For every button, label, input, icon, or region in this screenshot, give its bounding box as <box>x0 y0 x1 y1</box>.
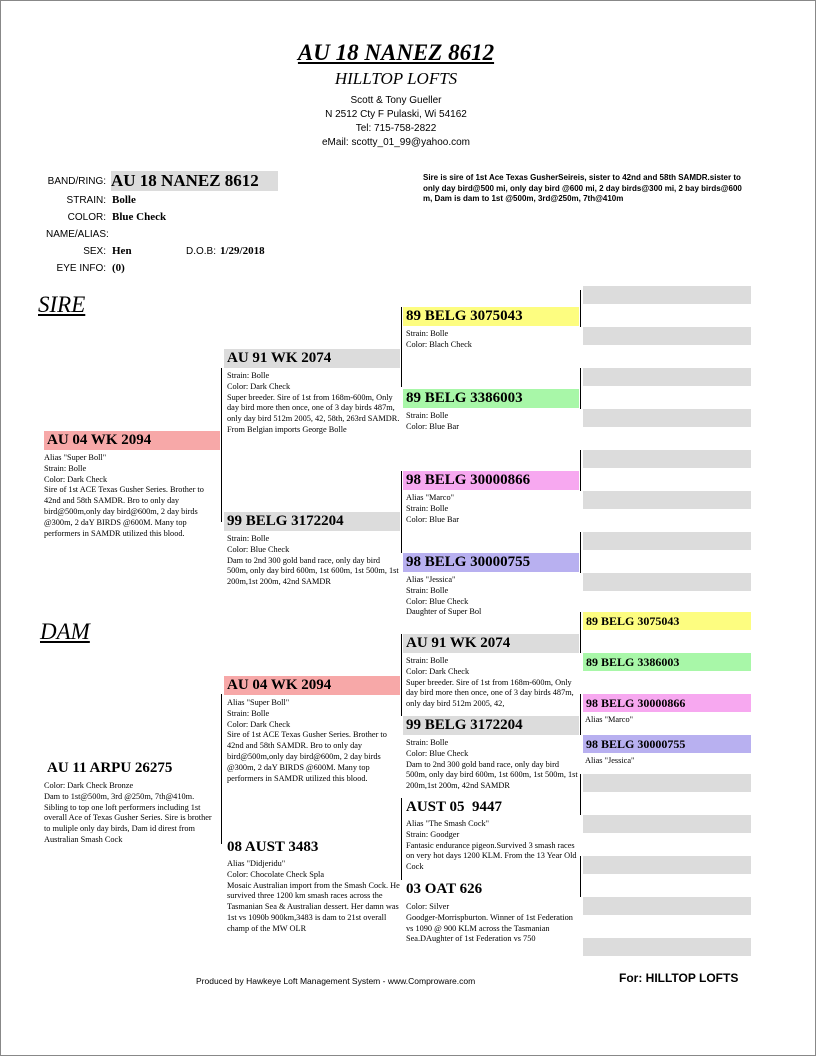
sss-band: 89 BELG 3075043 <box>403 307 579 326</box>
sds-band: 98 BELG 30000866 <box>403 471 579 490</box>
dam-heading: DAM <box>40 619 90 644</box>
connector <box>580 368 581 409</box>
ssd-details: Strain: Bolle Color: Blue Bar <box>406 411 460 431</box>
owner-phone: Tel: 715-758-2822 <box>355 123 437 134</box>
dds-details: Alias "The Smash Cock" Strain: Goodger Fantasic endurance pigeon.Survived 3 smash races on very hot days 1200 KLM. From the 13 Year Old Cock <box>406 819 577 872</box>
gen5-slot <box>583 938 751 956</box>
sire-band: AU 04 WK 2094 <box>44 431 220 450</box>
gen5-slot <box>583 491 751 509</box>
band-label: BAND/RING: <box>47 176 106 187</box>
color-label: COLOR: <box>67 212 106 223</box>
strain-label: STRAIN: <box>66 195 106 206</box>
dsd-details: Strain: Bolle Color: Blue Check Dam to 2nd 300 gold band race, only day bird 500m, only day bird 600m, 1st 600m, 1st 500m, 1st 200m,1st 200m, 42nd SAMDR <box>406 738 578 791</box>
connector <box>221 368 222 522</box>
ddd-band: 03 OAT 626 <box>406 881 483 897</box>
owner-name: Scott & Tony Gueller <box>350 95 442 106</box>
gen5-slot <box>583 897 751 915</box>
gen5-box: 98 BELG 30000866 <box>583 694 751 712</box>
gen5-box: 98 BELG 30000755 <box>583 735 751 753</box>
dam-sire-details: Alias "Super Boll" Strain: Bolle Color: Dark Check Sire of 1st ACE Texas Gusher Series. Brother to 42nd and 58th SAMDR. Bro to only day bird@500m,only day bird@600m, 2 day birds @300m, 2 daY BIRDS @600M. Many top performers in SAMDR utilized this blood. <box>227 698 387 783</box>
sire-dam-band: 99 BELG 3172204 <box>224 512 400 531</box>
dam-dam-details: Alias "Didjeridu" Color: Chocolate Check Spla Mosaic Australian import from the Smash Cock. He survived three 1200 km smash races across the Tasmanian Sea & Australian dessert. Her damn was 1st vs 1090b 900km,3483 is dam to 21st overall champ of the MW OLR <box>227 859 400 933</box>
connector <box>580 450 581 491</box>
gen5-slot <box>583 532 751 550</box>
connector <box>580 856 581 897</box>
connector <box>580 612 581 653</box>
footer-for: For: HILLTOP LOFTS <box>619 971 739 985</box>
sire-heading: SIRE <box>38 292 86 317</box>
connector <box>580 532 581 573</box>
dam-sire-band: AU 04 WK 2094 <box>224 676 400 695</box>
strain-value: Bolle <box>112 194 136 206</box>
connector <box>580 694 581 735</box>
dss-details: Strain: Bolle Color: Dark Check Super breeder. Sire of 1st from 168m-600m, Only day bird more then once, one of 3 day birds 487m, only day bird 512m 2005, 42, <box>406 656 574 709</box>
gen5-box: 89 BELG 3075043 <box>583 612 751 630</box>
owner-email: eMail: scotty_01_99@yahoo.com <box>321 137 470 148</box>
sex-label: SEX: <box>83 246 106 257</box>
sire-sire-details: Strain: Bolle Color: Dark Check Super breeder. Sire of 1st from 168m-600m, Only day bird more then once, one of 3 day birds 487m, only day bird 512m 2005, 42, 58th, 263rd SAMDR. From Belgian imports George Bolle <box>227 371 400 434</box>
dss-band: AU 91 WK 2074 <box>403 634 579 653</box>
sds-details: Alias "Marco" Strain: Bolle Color: Blue Bar <box>406 493 460 524</box>
page-title: AU 18 NANEZ 8612 <box>297 40 495 65</box>
owner-address: N 2512 Cty F Pulaski, Wi 54162 <box>325 109 467 120</box>
sire-details: Alias "Super Boll" Strain: Bolle Color: Dark Check Sire of 1st ACE Texas Gusher Series. Brother to 42nd and 58th SAMDR. Bro to only day bird@500m,only day bird@600m, 2 day birds @300m, 2 daY BIRDS @600M. Many top performers in SAMDR utilized this blood. <box>44 453 204 538</box>
gen5-alias: Alias "Marco" <box>585 715 634 724</box>
connector <box>221 694 222 844</box>
dsd-band: 99 BELG 3172204 <box>403 716 579 735</box>
gen5-box: 89 BELG 3386003 <box>583 653 751 671</box>
gen5-slot <box>583 368 751 386</box>
dam-band: AU 11 ARPU 26275 <box>47 760 173 776</box>
sire-sire-band: AU 91 WK 2074 <box>224 349 400 368</box>
dam-details: Color: Dark Check Bronze Dam to 1st@500m, 3rd @250m, 7th@410m. Sibling to top one loft performers including 1st overall Ace of Texas Gusher Series. Sire is brother to muliple only day birds, Dam id direst from Australian Smash Cock <box>44 781 212 844</box>
gen5-slot <box>583 774 751 792</box>
sdd-band: 98 BELG 30000755 <box>403 553 579 572</box>
gen5-slot <box>583 327 751 345</box>
gen5-alias: Alias "Jessica" <box>585 756 635 765</box>
gen5-slot <box>583 856 751 874</box>
sss-details: Strain: Bolle Color: Blach Check <box>406 329 472 349</box>
ddd-details: Color: Silver Goodger-Morrispburton. Winner of 1st Federation vs 1090 @ 900 KLM across the Tasmanian Sea.DAughter of 1st Federation vs 750 <box>406 902 573 944</box>
connector <box>580 290 581 327</box>
gen5-slot <box>583 286 751 304</box>
band-value: AU 18 NANEZ 8612 <box>111 171 278 191</box>
eye-info-value: (0) <box>112 262 125 274</box>
connector <box>580 774 581 815</box>
sire-dam-details: Strain: Bolle Color: Blue Check Dam to 2nd 300 gold band race, only day bird 500m, only day bird 600m, 1st 600m, 1st 500m, 1st 200m,1st 200m, 42nd SAMDR <box>227 534 399 587</box>
gen5-slot <box>583 409 751 427</box>
gen5-slot <box>583 450 751 468</box>
sdd-details: Alias "Jessica" Strain: Bolle Color: Blue Check Daughter of Super Bol <box>406 575 482 617</box>
color-value: Blue Check <box>112 211 167 223</box>
name-alias-label: NAME/ALIAS: <box>46 229 109 240</box>
loft-name: HILLTOP LOFTS <box>334 69 458 88</box>
sex-value: Hen <box>112 245 132 257</box>
dob-value: 1/29/2018 <box>220 245 265 257</box>
pedigree-notes: Sire is sire of 1st Ace Texas GusherSeireis, sister to 42nd and 58th SAMDR.sister to only day bird@500 mi, only day bird @600 mi, 2 day birds@300 mi, 2 bay birds@600 m, Dam is dam to 1st @500m, 3rd@250m, 7th@410m <box>423 173 742 203</box>
dds-band: AUST 05 9447 <box>406 799 502 815</box>
gen5-slot <box>583 815 751 833</box>
dam-dam-band: 08 AUST 3483 <box>227 839 319 855</box>
gen5-slot <box>583 573 751 591</box>
ssd-band: 89 BELG 3386003 <box>403 389 579 408</box>
footer-produced-by: Produced by Hawkeye Loft Management System - www.Comproware.com <box>196 976 476 986</box>
dob-label: D.O.B: <box>186 246 217 257</box>
eye-info-label: EYE INFO: <box>56 263 106 274</box>
